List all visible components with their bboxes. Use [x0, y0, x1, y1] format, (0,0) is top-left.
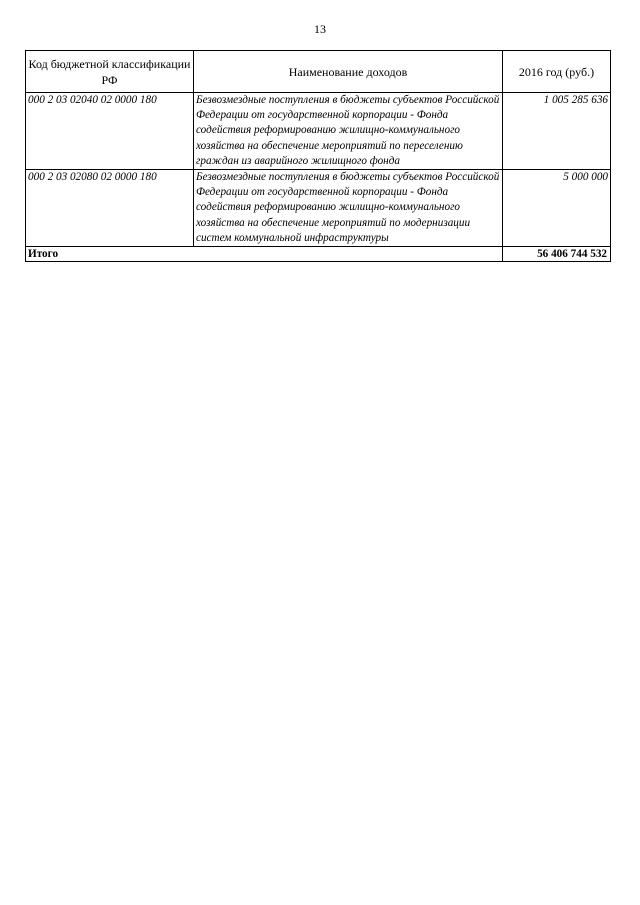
header-amount: 2016 год (руб.): [503, 51, 611, 93]
total-label: Итого: [26, 247, 503, 262]
row-amount: 5 000 000: [503, 170, 611, 247]
row-code: 000 2 03 02040 02 0000 180: [26, 93, 194, 170]
header-name: Наименование доходов: [194, 51, 503, 93]
table-row: [26, 93, 611, 170]
row-name: Безвозмездные поступления в бюджеты субъектов Российской Федерации от государственной корпорации - Фонда содействия реформированию жилищно-коммунального хозяйства на обеспечение мероприятий по модернизации систем коммунальной инфраструктуры: [194, 170, 503, 247]
header-code: Код бюджетной классификации РФ: [26, 51, 194, 93]
page-number: 13: [314, 22, 326, 36]
table-header-row: [26, 51, 611, 93]
total-amount: 56 406 744 532: [503, 247, 611, 262]
revenue-table: [25, 50, 611, 262]
table-row: [26, 170, 611, 247]
row-name: Безвозмездные поступления в бюджеты субъектов Российской Федерации от государственной корпорации - Фонда содействия реформированию жилищно-коммунального хозяйства на обеспечение мероприятий по переселению граждан из аварийного жилищного фонда: [194, 93, 503, 170]
row-amount: 1 005 285 636: [503, 93, 611, 170]
row-code: 000 2 03 02080 02 0000 180: [26, 170, 194, 247]
total-row: [26, 247, 611, 262]
